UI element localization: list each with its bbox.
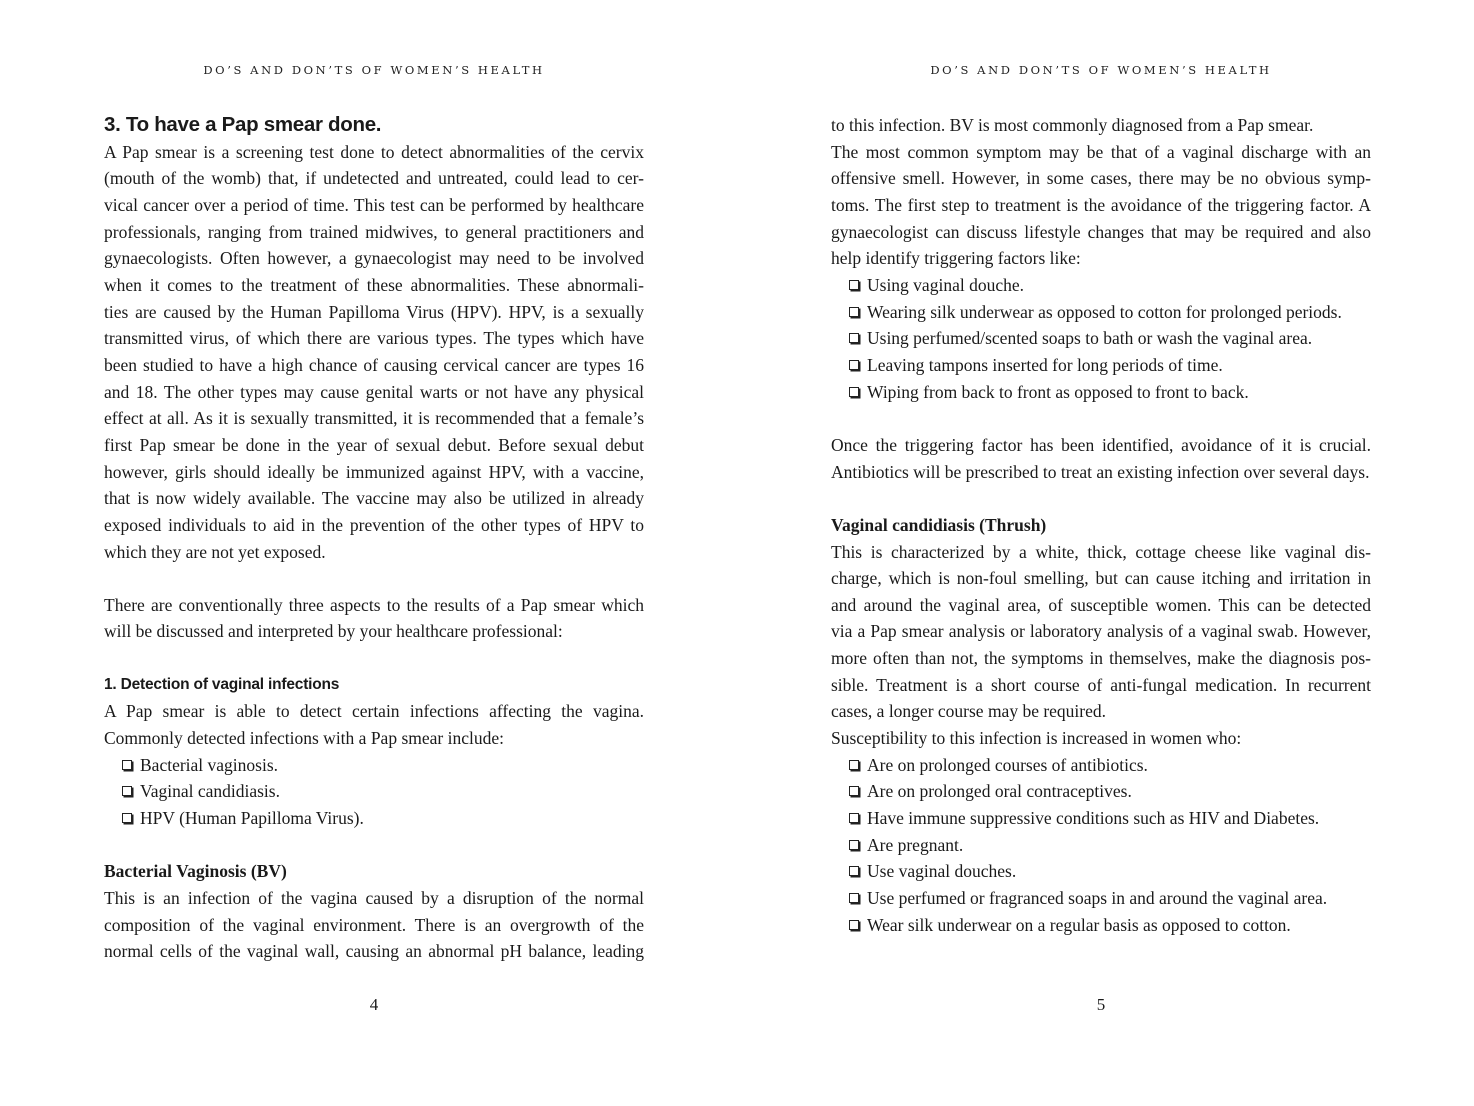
checkbox-bullet-icon bbox=[849, 786, 859, 796]
list-item-text: Use vaginal douches. bbox=[867, 861, 1017, 882]
paragraph-line: Commonly detected infections with a Pap smear include: bbox=[104, 728, 504, 749]
paragraph-line: cases, a longer course may be required. bbox=[831, 701, 1107, 722]
paragraph-line: which they are not yet exposed. bbox=[104, 541, 326, 562]
paragraph-line: There are conventionally three aspects to the results of a Pap smear which bbox=[104, 594, 644, 615]
checkbox-bullet-icon bbox=[849, 893, 859, 903]
paragraph-line: normal cells of the vaginal wall, causing an abnormal pH balance, leading bbox=[104, 941, 644, 962]
paragraph-line: via a Pap smear analysis or laboratory analysis of a vaginal swab. However, bbox=[831, 621, 1371, 642]
paragraph-line: offensive smell. However, in some cases, there may be no obvious symp- bbox=[831, 168, 1371, 189]
paragraph-line: gynaecologists. Often however, a gynaecologist may need to be involved bbox=[104, 248, 644, 269]
paragraph-line: Susceptibility to this infection is increased in women who: bbox=[831, 728, 1242, 749]
list-item-text: Leaving tampons inserted for long periods of time. bbox=[867, 354, 1223, 375]
paragraph-line: (mouth of the womb) that, if undetected and untreated, could lead to cer- bbox=[104, 168, 644, 189]
paragraph-line: The most common symptom may be that of a vaginal discharge with an bbox=[831, 141, 1371, 162]
checkbox-bullet-icon bbox=[849, 280, 859, 290]
paragraph-line: more often than not, the symptoms in themselves, make the diagnosis pos- bbox=[831, 648, 1371, 669]
list-item-text: HPV (Human Papilloma Virus). bbox=[140, 808, 364, 829]
list-item bbox=[831, 352, 1371, 379]
paragraph-line: A Pap smear is a screening test done to detect abnormalities of the cervix bbox=[104, 141, 644, 162]
list-item-text: Using vaginal douche. bbox=[867, 274, 1024, 295]
checkbox-bullet-icon bbox=[122, 760, 132, 770]
paragraph-line: exposed individuals to aid in the prevention of the other types of HPV to bbox=[104, 514, 644, 535]
list-item-text: Using perfumed/scented soaps to bath or wash the vaginal area. bbox=[867, 328, 1313, 349]
list-item-text: Bacterial vaginosis. bbox=[140, 754, 279, 775]
paragraph-line: however, girls should ideally be immunized against HPV, with a vaccine, bbox=[104, 461, 644, 482]
list-item bbox=[104, 805, 644, 832]
paragraph-line: will be discussed and interpreted by your healthcare professional: bbox=[104, 621, 563, 642]
paragraph-line: vical cancer over a period of time. This test can be performed by healthcare bbox=[104, 194, 644, 215]
checkbox-bullet-icon bbox=[122, 786, 132, 796]
list-item-text: Are on prolonged oral contraceptives. bbox=[867, 781, 1132, 802]
paragraph-line: been studied to have a high chance of causing cervical cancer are types 16 bbox=[104, 354, 644, 375]
checkbox-bullet-icon bbox=[849, 307, 859, 317]
paragraph-line: professionals, ranging from trained midwives, to general practitioners and bbox=[104, 221, 644, 242]
list-item-text: Vaginal candidiasis. bbox=[140, 781, 280, 802]
checkbox-bullet-icon bbox=[849, 920, 859, 930]
paragraph-line: Once the triggering factor has been identified, avoidance of it is crucial. bbox=[831, 434, 1371, 455]
checkbox-bullet-icon bbox=[849, 360, 859, 370]
list-item bbox=[831, 325, 1371, 352]
blank-line bbox=[831, 485, 1371, 512]
page-number: 5 bbox=[1096, 995, 1106, 1014]
list-item-text: Have immune suppressive conditions such as HIV and Diabetes. bbox=[867, 808, 1320, 829]
paragraph-line: composition of the vaginal environment. There is an overgrowth of the bbox=[104, 914, 644, 935]
paragraph-line: A Pap smear is able to detect certain infections affecting the vagina. bbox=[104, 701, 644, 722]
list-item bbox=[831, 912, 1371, 939]
checkbox-bullet-icon bbox=[849, 840, 859, 850]
paragraph-line: charge, which is non-foul smelling, but can cause itching and irritation in bbox=[831, 568, 1371, 589]
list-item bbox=[831, 778, 1371, 805]
paragraph-line: sible. Treatment is a short course of anti-fungal medication. In recurrent bbox=[831, 674, 1371, 695]
paragraph-line: effect at all. As it is sexually transmitted, it is recommended that a female’s bbox=[104, 408, 644, 429]
topic-heading: Bacterial Vaginosis (BV) bbox=[104, 861, 287, 882]
checkbox-bullet-icon bbox=[849, 813, 859, 823]
list-item bbox=[831, 379, 1371, 406]
blank-line bbox=[831, 405, 1371, 432]
paragraph-line: transmitted virus, of which there are various types. The types which have bbox=[104, 328, 644, 349]
topic-heading: Vaginal candidiasis (Thrush) bbox=[831, 514, 1047, 535]
list-item bbox=[104, 752, 644, 779]
list-item-text: Wearing silk underwear as opposed to cotton for prolonged periods. bbox=[867, 301, 1342, 322]
paragraph-line: ties are caused by the Human Papilloma Virus (HPV). HPV, is a sexually bbox=[104, 301, 644, 322]
list-item bbox=[831, 858, 1371, 885]
page-body bbox=[831, 112, 1371, 938]
list-item bbox=[831, 752, 1371, 779]
checkbox-bullet-icon bbox=[849, 760, 859, 770]
section-heading: 3. To have a Pap smear done. bbox=[104, 113, 382, 136]
list-item bbox=[831, 885, 1371, 912]
checkbox-bullet-icon bbox=[849, 387, 859, 397]
paragraph-line: Antibiotics will be prescribed to treat an existing infection over several days. bbox=[831, 461, 1370, 482]
paragraph-line: and 18. The other types may cause genital warts or not have any physical bbox=[104, 381, 644, 402]
subsection-heading: 1. Detection of vaginal infections bbox=[104, 675, 340, 693]
page-number: 4 bbox=[369, 995, 379, 1014]
running-head: DO’S AND DON’TS OF WOMEN’S HEALTH bbox=[203, 63, 545, 77]
list-item bbox=[104, 778, 644, 805]
page-body bbox=[104, 112, 644, 965]
paragraph-line: help identify triggering factors like: bbox=[831, 248, 1081, 269]
list-item-text: Are pregnant. bbox=[867, 834, 964, 855]
paragraph-line: and around the vaginal area, of susceptible women. This can be detected bbox=[831, 594, 1371, 615]
list-item bbox=[831, 832, 1371, 859]
paragraph-line: toms. The first step to treatment is the avoidance of the triggering factor. A bbox=[831, 194, 1371, 215]
list-item-text: Wiping from back to front as opposed to front to back. bbox=[867, 381, 1249, 402]
list-item-text: Use perfumed or fragranced soaps in and around the vaginal area. bbox=[867, 888, 1328, 909]
checkbox-bullet-icon bbox=[849, 866, 859, 876]
list-item bbox=[831, 299, 1371, 326]
list-item-text: Wear silk underwear on a regular basis as opposed to cotton. bbox=[867, 914, 1291, 935]
paragraph-line: gynaecologist can discuss lifestyle changes that may be required and also bbox=[831, 221, 1371, 242]
blank-line bbox=[104, 645, 644, 672]
page-left bbox=[104, 0, 644, 1106]
blank-line bbox=[104, 565, 644, 592]
page-right bbox=[831, 0, 1371, 1106]
checkbox-bullet-icon bbox=[122, 813, 132, 823]
list-item bbox=[831, 272, 1371, 299]
list-item-text: Are on prolonged courses of antibiotics. bbox=[867, 754, 1148, 775]
paragraph-line: to this infection. BV is most commonly diagnosed from a Pap smear. bbox=[831, 115, 1314, 135]
checkbox-bullet-icon bbox=[849, 333, 859, 343]
paragraph-line: This is characterized by a white, thick, cottage cheese like vaginal dis- bbox=[831, 541, 1371, 562]
paragraph-line: first Pap smear be done in the year of sexual debut. Before sexual debut bbox=[104, 434, 644, 455]
paragraph-line: that is now widely available. The vaccine may also be utilized in already bbox=[104, 488, 644, 509]
running-head: DO’S AND DON’TS OF WOMEN’S HEALTH bbox=[930, 63, 1272, 77]
blank-line bbox=[104, 832, 644, 859]
paragraph-line: This is an infection of the vagina caused by a disruption of the normal bbox=[104, 888, 644, 909]
paragraph-line: when it comes to the treatment of these abnormalities. These abnormali- bbox=[104, 274, 644, 295]
list-item bbox=[831, 805, 1371, 832]
